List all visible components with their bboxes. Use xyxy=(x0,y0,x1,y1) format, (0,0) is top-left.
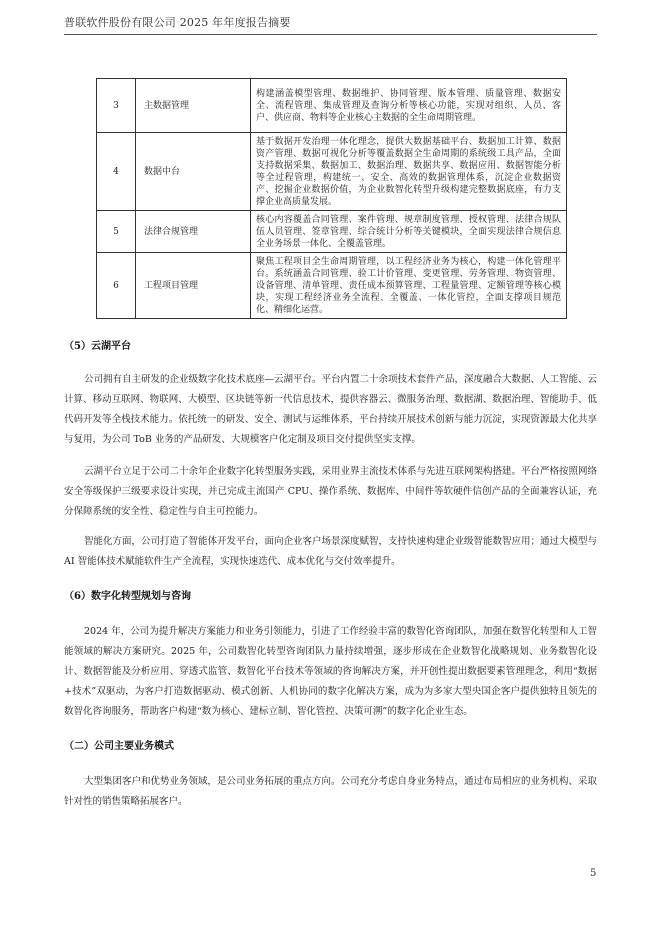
row-name: 数据中台 xyxy=(136,133,251,211)
row-description: 构建涵盖模型管理、数据维护、协同管理、版本管理、质量管理、数据安全、流程管理、集成管理及查询分析等核心功能，实现对组织、人员、客户、供应商、物料等企业核心主数据的全生命周期管理。 xyxy=(251,79,567,133)
paragraph: 智能化方面，公司打造了智能体开发平台，面向企业客户场景深度赋智，支持快速构建企业级智能数智应用；通过大模型与 AI 智能体技术赋能软件生产全流程，实现快速迭代、成本优化与交付效率提升。 xyxy=(64,536,598,567)
table-row xyxy=(97,79,567,133)
table-row xyxy=(97,253,567,319)
row-name: 法律合规管理 xyxy=(136,211,251,253)
paragraph: 公司拥有自主研发的企业级数字化技术底座—云湖平台。平台内置二十余项技术套件产品，深度融合大数据、人工智能、云计算、移动互联网、物联网、大模型、区块链等新一代信息技术，提供容器云、微服务治理、数据湖、数据治理、智能助手、低代码开发等全栈技术能力。依托统一的研发、安全、测试与运维体系，平台持续开展技术创新与能力沉淀，实现资源最大化共享与复用，为公司 ToB 业务的产品研发、大规模客户化定制及项目交付提供坚实支撑。 xyxy=(64,374,598,445)
paragraph: 2024 年，公司为提升解决方案能力和业务引领能力，引进了工作经验丰富的数智化咨询团队，加强在数智化转型和人工智能领域的解决方案研究。2025 年，公司数智化转型咨询团队力量持续增强，逐步形成在企业数智化战略规划、业务数智化设计、数据智能及分析应用、穿透式监管、数智化平台技术等领域的咨询解决方案，并开创性提出数据要素管理理念，利用“数据+技术”双驱动，为客户打造数据驱动、模式创新、人机协同的数字化解决方案，成为为多家大型央国企客户提供独特且领先的数智化咨询服务，帮助客户构建“数为核心、建标立制、智化管控、决策可溯”的数字化企业生态。 xyxy=(64,626,597,717)
section-heading-cloudlake: （5）云湖平台 xyxy=(64,341,131,352)
paragraph: 大型集团客户和优势业务领域，是公司业务拓展的重点方向。公司充分考虑自身业务特点，通过布局相应的业务机构、采取针对性的销售策略拓展客户。 xyxy=(64,776,598,807)
row-name: 主数据管理 xyxy=(136,79,251,133)
row-number: 5 xyxy=(97,211,136,253)
row-name: 工程项目管理 xyxy=(136,253,251,319)
row-number: 3 xyxy=(97,79,136,133)
paragraph: 云湖平台立足于公司二十余年企业数字化转型服务实践，采用业界主流技术体系与先进互联网架构搭建。平台严格按照网络安全等级保护三级要求设计实现，并已完成主流国产 CPU、操作系统、数据库、中间件等软硬件信创产品的全面兼容认证，充分保障系统的安全性、稳定性与自主可控能力。 xyxy=(64,466,598,517)
section-heading-business-model: （二）公司主要业务模式 xyxy=(64,741,174,752)
table-row xyxy=(97,133,567,211)
row-description: 核心内容覆盖合同管理、案件管理、规章制度管理、授权管理、法律合规队伍人员管理、签章管理、综合统计分析等关键模块，全面实现法律合规信息全业务场景一体化、全覆盖管理。 xyxy=(251,211,567,253)
row-description: 聚焦工程项目全生命周期管理，以工程经济业务为核心，构建一体化管理平台。系统涵盖合同管理、验工计价管理、变更管理、劳务管理、物资管理、设备管理、清单管理、责任成本预算管理、工程量管理、定额管理等核心模块，实现工程经济业务全流程、全覆盖、一体化管控，全面支撑项目规范化、精细化运营。 xyxy=(251,253,567,319)
page-header: 普联软件股份有限公司 2025 年年度报告摘要 xyxy=(64,16,597,35)
page-number: 5 xyxy=(590,868,597,879)
row-description: 基于数据开发治理一体化理念，提供大数据基础平台、数据加工计算、数据资产管理、数据可视化分析等覆盖数据全生命周期的系统级工具产品，全面支持数据采集、数据加工、数据治理、数据共享、数据应用、数据智能分析等全过程管理，构建统一、安全、高效的数据管理体系，沉淀企业数据资产、挖掘企业数据价值，为企业数智化转型升级构建完整数据底座，有力支撑企业高质量发展。 xyxy=(251,133,567,211)
table-row xyxy=(97,211,567,253)
section-heading-consulting: （6）数字化转型规划与咨询 xyxy=(64,591,191,602)
business-table xyxy=(96,78,567,319)
row-number: 6 xyxy=(97,253,136,319)
row-number: 4 xyxy=(97,133,136,211)
